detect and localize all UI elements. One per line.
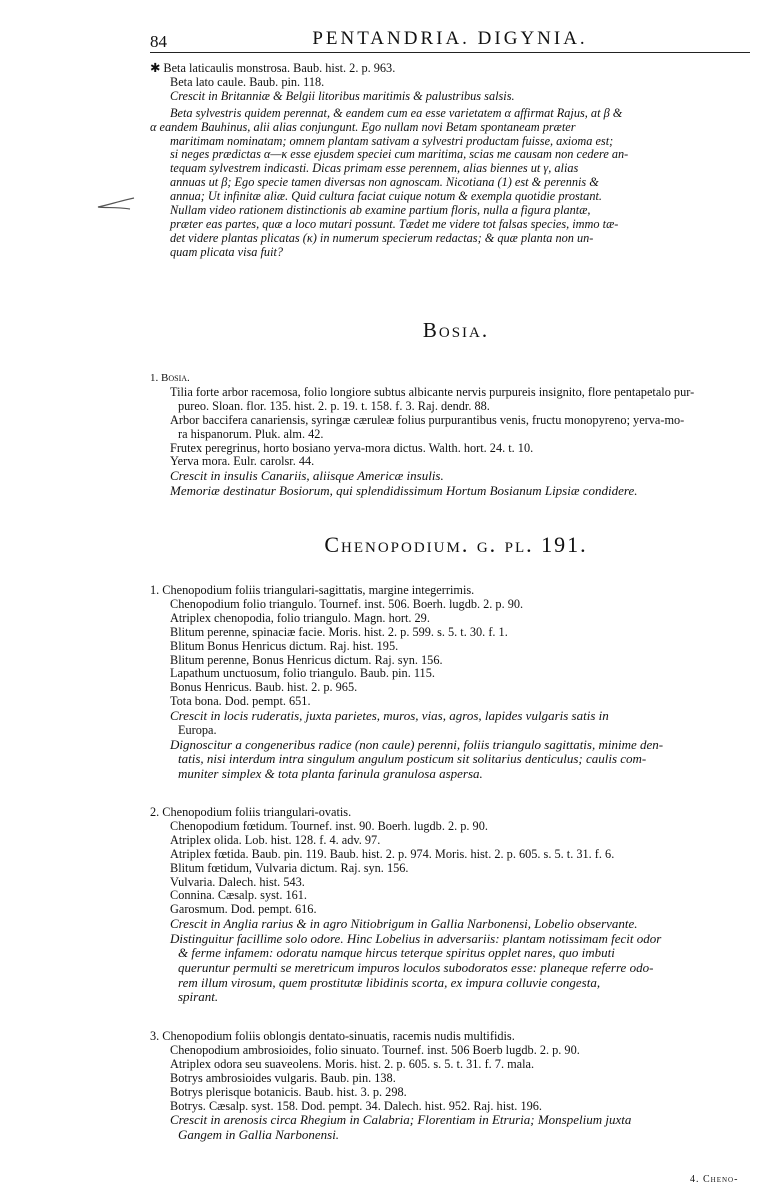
text-line: tequam sylvestrem indicasti. Dicas primam esse perennem, alias biennes ut γ, alias xyxy=(170,162,579,176)
text-line: Atriplex chenopodia, folio triangulo. Magn. hort. 29. xyxy=(170,611,430,625)
text-line: Tota bona. Dod. pempt. 651. xyxy=(170,695,311,709)
text-line: Botrys plerisque botanicis. Baub. hist. 3. p. 298. xyxy=(170,1085,407,1099)
text-line: rem illum virosum, quem prostitutæ libidinis scorta, ex impura colluvie congesta, xyxy=(178,975,601,990)
header-rule xyxy=(150,52,750,53)
section-heading-bosia: Bosia. xyxy=(422,318,490,342)
text-line: Atriplex fœtida. Baub. pin. 119. Baub. hist. 2. p. 974. Moris. hist. 2. p. 605. s. 5. t. 31. f. 6. xyxy=(170,847,615,861)
text-line: Yerva mora. Eulr. carolsr. 44. xyxy=(170,455,315,469)
text-line: Gangem in Gallia Narbonensi. xyxy=(178,1128,340,1143)
species-heading: 1. Bosia. xyxy=(150,372,190,384)
catchword: 4. Cheno- xyxy=(690,1174,739,1185)
text-line: annua; Ut infinitæ aliæ. Quid cultura faciat cuique notum & exempla quotidie prostant. xyxy=(170,190,602,204)
text-line: Dignoscitur a congeneribus radice (non caule) perenni, foliis triangulo sagittatis, minime den- xyxy=(170,737,664,752)
text-line: Europa. xyxy=(178,723,217,737)
text-line: queruntur permulti se meretricum impuros loculos subodoratos esse: planeque referre odo- xyxy=(178,961,654,976)
text-line: α eandem Bauhinus, alii alias conjungunt. Ego nullam novi Betam spontaneam præter xyxy=(150,120,576,134)
text-line: Tilia forte arbor racemosa, folio longiore subtus albicante nervis purpureis insignito, flore pentapetalo pur- xyxy=(170,385,695,399)
running-title: PENTANDRIA. DIGYNIA. xyxy=(312,28,588,49)
text-line: spirant. xyxy=(178,990,219,1005)
chenopodium-species-1 xyxy=(150,584,762,781)
text-line: Botrys ambrosioides vulgaris. Baub. pin. 138. xyxy=(170,1071,396,1085)
text-line: præter eas partes, quæ a loco mutari possunt. Tædet me videre tot falsas species, immo tæ- xyxy=(170,217,619,231)
text-line: Beta lato caule. Baub. pin. 118. xyxy=(170,75,325,89)
text-line: Crescit in Anglia rarius & in agro Nitiobrigum in Gallia Narbonensi, Lobelio observante. xyxy=(170,917,638,932)
text-line: Blitum perenne, spinaciæ facie. Moris. hist. 2. p. 599. s. 5. t. 30. f. 1. xyxy=(170,625,508,639)
text-line: & ferme infamem: odoratu namque hircus teterque spiritus opplet nares, quo imbuti xyxy=(178,946,615,961)
text-line: Vulvaria. Dalech. hist. 543. xyxy=(170,875,305,889)
text-line: Crescit in arenosis circa Rhegium in Calabria; Florentiam in Etruria; Monspelium juxta xyxy=(170,1113,632,1128)
text-line: muniter simplex & tota planta farinula granulosa aspersa. xyxy=(178,766,483,781)
text-line: ra hispanorum. Pluk. alm. 42. xyxy=(178,427,324,441)
species-heading: 2. Chenopodium foliis triangulari-ovatis. xyxy=(150,806,352,819)
text-line: Connina. Cæsalp. syst. 161. xyxy=(170,889,307,903)
page-header xyxy=(150,26,750,54)
text-line: Blitum perenne, Bonus Henricus dictum. Raj. syn. 156. xyxy=(170,653,443,667)
chenopodium-species-3 xyxy=(150,1030,762,1143)
species-heading: 3. Chenopodium foliis oblongis dentato-sinuatis, racemis nudis multifidis. xyxy=(150,1030,515,1043)
text-line: tatis, nisi interdum intra singulum angulum posticum sit solitarius denticulus; caulis com- xyxy=(178,752,647,767)
text-line: maritimam nominatam; omnem plantam sativam a sylvestri productam fuisse, axioma est; xyxy=(170,134,614,148)
text-line: Frutex peregrinus, horto bosiano yerva-mora dictus. Walth. hort. 24. t. 10. xyxy=(170,441,534,455)
chenopodium-species-2 xyxy=(150,806,762,1005)
text-line: Botrys. Cæsalp. syst. 158. Dod. pempt. 34. Dalech. hist. 952. Raj. hist. 196. xyxy=(170,1099,542,1113)
text-line: Nullam video rationem distinctionis ab examine partium floris, nulla a figura plantæ, xyxy=(170,204,591,218)
text-line: det videre plantas plicatas (κ) in numerum specierum redactas; & quæ planta non un- xyxy=(170,231,594,245)
text-line: Atriplex odora seu suaveolens. Moris. hist. 2. p. 605. s. 5. t. 31. f. 7. mala. xyxy=(170,1057,535,1071)
text-line: Lapathum unctuosum, folio triangulo. Baub. pin. 115. xyxy=(170,667,435,681)
text-line: Crescit in locis ruderatis, juxta parietes, muros, vias, agros, lapides vulgaris satis in xyxy=(170,709,609,724)
text-line: Beta sylvestris quidem perennat, & eandem cum ea esse varietatem α affirmat Rajus, at β & xyxy=(170,106,623,120)
text-line: Chenopodium fœtidum. Tournef. inst. 90. Boerh. lugdb. 2. p. 90. xyxy=(170,819,488,833)
text-line: si neges prædictas α—κ esse ejusdem speciei cum maritima, scias me causam non cedere an- xyxy=(170,148,629,162)
text-line: Crescit in Britanniæ & Belgii litoribus maritimis & palustribus salsis. xyxy=(170,89,515,103)
text-line: Blitum fœtidum, Vulvaria dictum. Raj. syn. 156. xyxy=(170,861,409,875)
species-heading: 1. Chenopodium foliis triangulari-sagittatis, margine integerrimis. xyxy=(150,584,475,597)
text-line: ✱ Beta laticaulis monstrosa. Baub. hist. 2. p. 963. xyxy=(150,62,396,75)
text-line: Chenopodium ambrosioides, folio sinuato. Tournef. inst. 506 Boerb lugdb. 2. p. 90. xyxy=(170,1043,580,1057)
text-line: annuas ut β; Ego specie tamen diversas non agnoscam. Nicotiana (1) est & perennis & xyxy=(170,176,599,190)
bosia-section xyxy=(150,372,762,499)
text-line: Blitum Bonus Henricus dictum. Raj. hist. 195. xyxy=(170,639,399,653)
text-line: pureo. Sloan. flor. 135. hist. 2. p. 19. t. 158. f. 3. Raj. dendr. 88. xyxy=(178,399,490,413)
text-line: Bonus Henricus. Baub. hist. 2. p. 965. xyxy=(170,681,358,695)
margin-pencil-mark xyxy=(90,195,140,219)
text-line: Distinguitur facillime solo odore. Hinc Lobelius in adversariis: plantam notissimam fecit odor xyxy=(170,931,662,946)
text-line: quam plicata visa fuit? xyxy=(170,245,284,259)
text-line: Memoriæ destinatur Bosiorum, qui splendidissimum Hortum Bosianum Lipsiæ condidere. xyxy=(170,483,638,498)
text-line: Crescit in insulis Canariis, aliisque Americæ insulis. xyxy=(170,469,444,484)
beta-section xyxy=(150,62,762,260)
text-line: Arbor baccifera canariensis, syringæ cæruleæ folius purpurantibus venis, fructu monopyreno; yerva-mo- xyxy=(170,413,685,427)
text-line: Garosmum. Dod. pempt. 616. xyxy=(170,903,317,917)
page-number: 84 xyxy=(150,32,167,51)
section-heading-chenopodium: Chenopodium. g. pl. 191. xyxy=(324,532,588,557)
text-line: Atriplex olida. Lob. hist. 128. f. 4. adv. 97. xyxy=(170,833,381,847)
text-line: Chenopodium folio triangulo. Tournef. inst. 506. Boerh. lugdb. 2. p. 90. xyxy=(170,597,524,611)
